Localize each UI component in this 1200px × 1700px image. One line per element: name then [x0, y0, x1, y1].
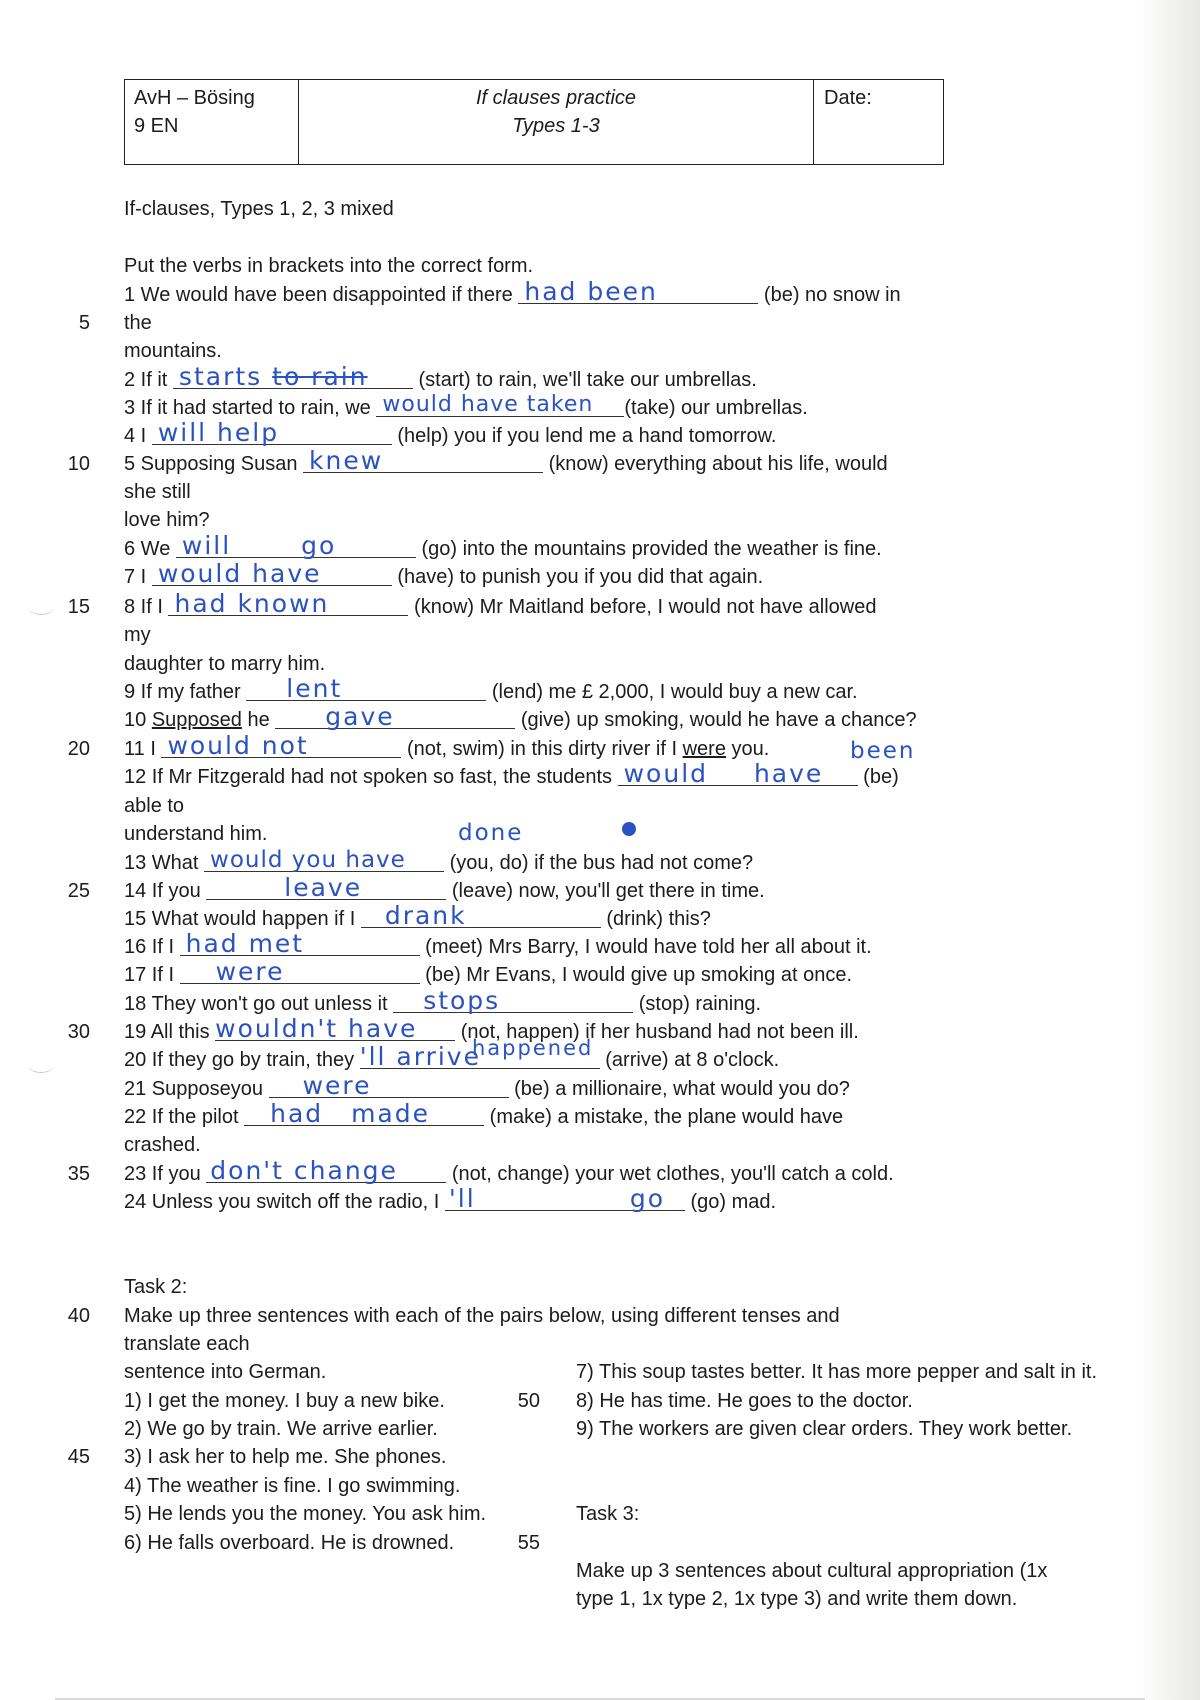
line-number: 25 [67, 880, 90, 902]
answer-blank-14[interactable] [206, 873, 446, 902]
task-3-text: Make up 3 sentences about cultural appropriation (1x [576, 1560, 1048, 1582]
handwritten-answer: gave [325, 702, 395, 731]
task-item: 6) He falls overboard. He is drowned. [124, 1532, 455, 1554]
sentence-continuation: crashed. [124, 1134, 201, 1156]
exercise-sentence-6: 6 We will go (go) into the mountains provided the weather is fine. [124, 531, 882, 560]
handwritten-answer: were [215, 957, 285, 986]
header-cell-title [299, 80, 814, 164]
handwritten-answer: starts to rain [178, 362, 368, 391]
handwritten-correction: been [850, 738, 916, 764]
handwritten-answer: were [302, 1071, 372, 1100]
page-edge-shadow [1140, 0, 1200, 1700]
date-label: Date: [824, 87, 872, 109]
handwritten-answer: had made [270, 1099, 430, 1128]
line-number: 35 [67, 1163, 90, 1185]
exercise-sentence-17: 17 If I were (be) Mr Evans, I would give up smoking at once. [124, 957, 853, 986]
exercise-sentence-20: 20 If they go by train, they 'll arrive (arrive) at 8 o'clock. [124, 1042, 780, 1071]
handwritten-answer: wouldn't have [215, 1014, 418, 1043]
handwritten-answer: will go [181, 531, 337, 560]
task-item: 7) This soup tastes better. It has more pepper and salt in it. [576, 1361, 1098, 1383]
answer-blank-12[interactable] [618, 759, 858, 788]
answer-blank-2[interactable] [173, 362, 413, 391]
exercise-sentence-13: 13 What would you have (you, do) if the bus had not come? [124, 847, 754, 874]
handwritten-answer: 'll arrive [359, 1042, 481, 1071]
class-name: 9 EN [134, 115, 179, 137]
handwritten-answer: will help [157, 418, 280, 447]
ink-blot [622, 822, 636, 836]
header-cell-teacher [125, 80, 299, 164]
handwritten-answer: would have [623, 759, 824, 788]
task-item: 5) He lends you the money. You ask him. [124, 1503, 487, 1525]
instruction-text: Put the verbs in brackets into the correct form. [124, 255, 534, 277]
exercise-sentence-4: 4 I will help (help) you if you lend me a hand tomorrow. [124, 418, 777, 447]
handwritten-answer: knew [309, 446, 384, 475]
sentence-continuation: able to [124, 795, 185, 817]
handwritten-correction: done [458, 820, 524, 846]
exercise-sentence-21: 21 Supposeyou were (be) a millionaire, what would you do? [124, 1071, 850, 1100]
handwritten-correction: happened [472, 1036, 594, 1060]
answer-blank-3[interactable] [376, 394, 624, 417]
answer-blank-20[interactable] [359, 1042, 600, 1071]
underlined-word: Supposed [151, 709, 242, 731]
header-table [124, 79, 944, 165]
answer-blank-23[interactable] [206, 1156, 446, 1185]
handwritten-answer: don't change [210, 1156, 398, 1185]
answer-blank-4[interactable] [152, 418, 392, 447]
answer-blank-21[interactable] [269, 1071, 509, 1100]
line-number: 20 [67, 738, 90, 760]
sentence-continuation: love him? [124, 509, 210, 531]
task-2-title: Task 2: [124, 1276, 188, 1298]
worksheet-subtitle: Types 1-3 [512, 115, 600, 137]
teacher-name: AvH – Bösing [134, 87, 255, 109]
line-number: 5 [78, 312, 90, 334]
exercise-sentence-22: 22 If the pilot had made (make) a mistake, the plane would have [124, 1099, 844, 1128]
handwritten-answer: lent [286, 674, 343, 703]
task-3-title: Task 3: [576, 1503, 640, 1525]
task-2-instruction: translate each [124, 1333, 250, 1355]
answer-blank-17[interactable] [180, 957, 420, 986]
exercise-sentence-11: 11 I would not (not, swim) in this dirty river if I were you. [124, 731, 770, 760]
handwritten-answer: would have taken [382, 392, 594, 417]
answer-blank-11[interactable] [161, 731, 401, 760]
exercise-sentence-14: 14 If you leave (leave) now, you'll get there in time. [124, 873, 765, 902]
task-item: 8) He has time. He goes to the doctor. [576, 1390, 913, 1412]
task-2-instruction: sentence into German. [124, 1361, 327, 1383]
answer-blank-18[interactable] [393, 986, 633, 1015]
handwritten-answer: had known [174, 589, 330, 618]
handwritten-answer: had been [524, 277, 658, 306]
task-item: 2) We go by train. We arrive earlier. [124, 1418, 438, 1440]
exercise-sentence-9: 9 If my father lent (lend) me £ 2,000, I would buy a new car. [124, 674, 858, 703]
header-cell-date [814, 80, 943, 164]
line-number: 15 [67, 596, 90, 618]
answer-blank-5[interactable] [303, 446, 543, 475]
crossed-out-text: to rain [272, 362, 368, 391]
handwritten-answer: stops [423, 986, 501, 1015]
sentence-continuation: mountains. [124, 340, 222, 362]
answer-blank-1[interactable] [518, 277, 758, 306]
exercise-sentence-12: 12 If Mr Fitzgerald had not spoken so fast, the students would have (be) [124, 759, 899, 788]
line-number: 45 [67, 1446, 90, 1468]
handwritten-answer: leave [284, 873, 363, 902]
exercise-sentence-24: 24 Unless you switch off the radio, I 'll go (go) mad. [124, 1184, 777, 1213]
exercise-sentence-15: 15 What would happen if I drank (drink) this? [124, 901, 711, 930]
handwritten-answer: would have [157, 559, 322, 588]
exercise-sentence-16: 16 If I had met (meet) Mrs Barry, I would have told her all about it. [124, 929, 872, 958]
sentence-continuation: she still [124, 481, 191, 503]
answer-blank-19[interactable] [215, 1014, 455, 1043]
sentence-continuation: the [124, 312, 152, 334]
punch-hole-mark [28, 600, 54, 615]
exercise-sentence-7: 7 I would have (have) to punish you if you did that again. [124, 559, 764, 588]
answer-blank-16[interactable] [180, 929, 420, 958]
line-number: 40 [67, 1305, 90, 1327]
answer-blank-6[interactable] [176, 531, 416, 560]
answer-blank-8[interactable] [168, 589, 408, 618]
task-2-instruction: Make up three sentences with each of the pairs below, using different tenses and [124, 1305, 840, 1327]
exercise-sentence-5: 5 Supposing Susan knew (know) everything about his life, would [124, 446, 888, 475]
underlined-word: were [682, 738, 726, 760]
exercise-sentence-3: 3 If it had started to rain, we would have taken (take) our umbrellas. [124, 392, 808, 419]
line-number: 30 [67, 1021, 90, 1043]
answer-blank-10[interactable] [275, 702, 515, 731]
answer-blank-9[interactable] [246, 674, 486, 703]
punch-hole-mark [28, 1058, 54, 1073]
answer-blank-13[interactable] [204, 849, 444, 872]
line-number: 10 [67, 453, 90, 475]
handwritten-answer: 'll [448, 1184, 476, 1213]
exercise-sentence-1: 1 We would have been disappointed if there had been (be) no snow in [124, 277, 901, 306]
exercise-sentence-8: 8 If I had known (know) Mr Maitland before, I would not have allowed [124, 589, 877, 618]
section-heading: If-clauses, Types 1, 2, 3 mixed [124, 198, 394, 220]
line-number: 50 [517, 1390, 540, 1412]
handwritten-answer: had met [185, 929, 305, 958]
handwritten-answer: would you have [210, 847, 406, 873]
answer-blank-22[interactable] [244, 1099, 484, 1128]
answer-blank-15[interactable] [361, 901, 601, 930]
handwritten-answer: go [629, 1184, 666, 1213]
answer-blank-24[interactable] [445, 1184, 685, 1213]
line-number: 55 [517, 1532, 540, 1554]
exercise-sentence-2: 2 If it starts to rain (start) to rain, we'll take our umbrellas. [124, 362, 757, 391]
task-3-text: type 1, 1x type 2, 1x type 3) and write them down. [576, 1588, 1018, 1610]
task-item: 9) The workers are given clear orders. They work better. [576, 1418, 1073, 1440]
exercise-sentence-10: 10 Supposed he gave (give) up smoking, would he have a chance? [124, 702, 917, 731]
handwritten-answer: drank [384, 901, 467, 930]
exercise-sentence-23: 23 If you don't change (not, change) your wet clothes, you'll catch a cold. [124, 1156, 894, 1185]
task-item: 1) I get the money. I buy a new bike. [124, 1390, 445, 1412]
handwritten-answer: would not [167, 731, 309, 760]
sentence-continuation: understand him. [124, 823, 268, 845]
task-item: 3) I ask her to help me. She phones. [124, 1446, 447, 1468]
exercise-sentence-19: 19 All this wouldn't have (not, happen) if her husband had not been ill. [124, 1014, 859, 1043]
task-item: 4) The weather is fine. I go swimming. [124, 1475, 461, 1497]
exercise-sentence-18: 18 They won't go out unless it stops (stop) raining. [124, 986, 762, 1015]
sentence-continuation: daughter to marry him. [124, 653, 326, 675]
answer-blank-7[interactable] [152, 559, 392, 588]
worksheet-title: If clauses practice [475, 87, 637, 109]
sentence-continuation: my [124, 624, 151, 646]
